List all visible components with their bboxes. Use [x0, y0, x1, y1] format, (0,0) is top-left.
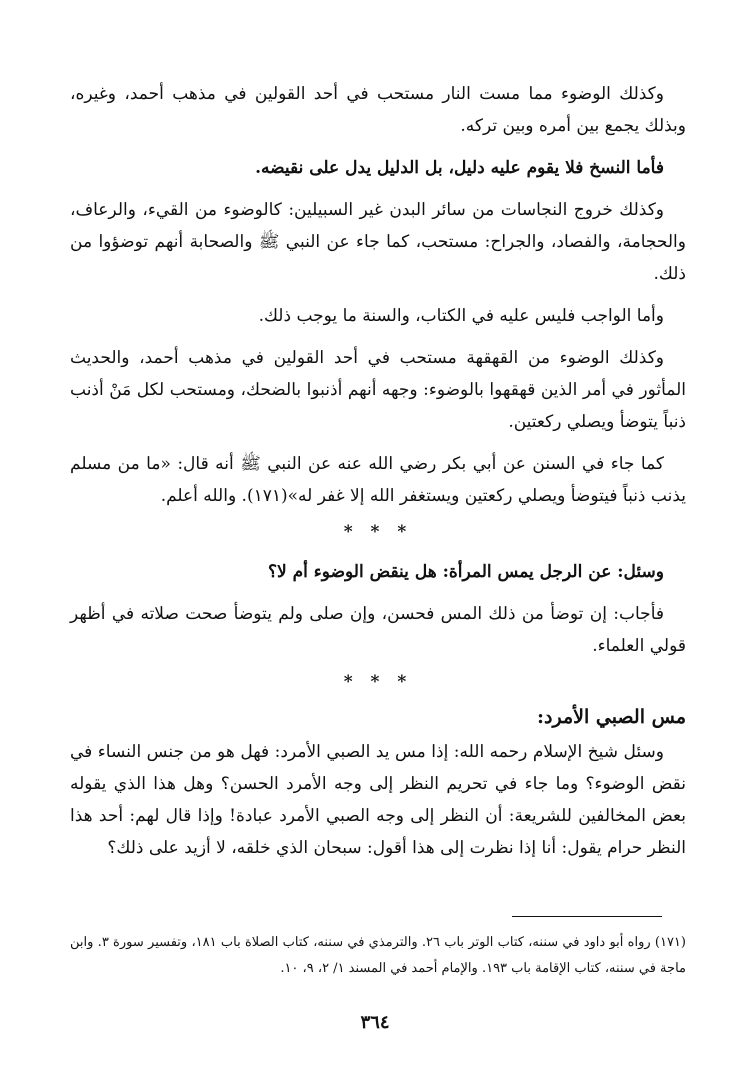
section-separator: * * *	[343, 522, 413, 542]
paragraph-abrogation: فأما النسخ فلا يقوم عليه دليل، بل الدليل يدل على نقيضه.	[255, 158, 664, 178]
question-touching-woman: وسئل: عن الرجل يمس المرأة: هل ينقض الوضوء أم لا؟	[268, 562, 664, 582]
section-separator: * * *	[343, 672, 413, 692]
page-body	[70, 78, 686, 874]
paragraph-obligation: وأما الواجب فليس عليه في الكتاب، والسنة ما يوجب ذلك.	[258, 306, 664, 326]
paragraph-impurities: وكذلك خروج النجاسات من سائر البدن غير السبيلين: كالوضوء من القيء، والرعاف، والحجامة، والفصاد، والجراح: مستحب، كما جاء عن النبي ﷺ والصحابة أنهم توضؤوا من ذلك.	[70, 200, 686, 284]
answer-touching-woman: فأجاب: إن توضأ من ذلك المس فحسن، وإن صلى ولم يتوضأ صحت صلاته في أظهر قولي العلماء.	[70, 604, 686, 656]
paragraph-laughter: وكذلك الوضوء من القهقهة مستحب في أحد القولين في مذهب أحمد، والحديث المأثور في أمر الذين قهقهوا بالوضوء: وجهه أنهم أذنبوا بالضحك، ومستحب لكل مَنْ أذنب ذنباً يتوضأ ويصلي ركعتين.	[70, 348, 686, 432]
section-heading: مس الصبي الأمرد:	[537, 706, 686, 728]
footnote-divider	[512, 916, 662, 917]
page-number: ٣٦٤	[360, 1012, 390, 1033]
paragraph-hadith: كما جاء في السنن عن أبي بكر رضي الله عنه عن النبي ﷺ أنه قال: «ما من مسلم يذنب ذنباً فيتوضأ ويصلي ركعتين ويستغفر الله إلا غفر له»(١٧١). والله أعلم.	[70, 454, 686, 506]
footnote: (١٧١) رواه أبو داود في سننه، كتاب الوتر باب ٢٦. والترمذي في سننه، كتاب الصلاة باب ١٨١، وتفسير سورة ٣. وابن ماجة في سننه، كتاب الإقامة باب ١٩٣. والإمام أحمد في المسند ١/ ٢، ٩، ١٠.	[70, 935, 686, 976]
question-beardless-boy: وسئل شيخ الإسلام رحمه الله: إذا مس يد الصبي الأمرد: فهل هو من جنس النساء في نقض الوضوء؟ وما جاء في تحريم النظر إلى وجه الأمرد الحسن؟ وهل هذا الذي يقوله بعض المخالفين للشريعة: أن النظر إلى وجه الصبي الأمرد عبادة! وإذا قال لهم: أحد هذا النظر حرام يقول: أنا إذا نظرت إلى هذا أقول: سبحان الذي خلقه، لا أزيد على ذلك؟	[70, 742, 686, 858]
paragraph-wudu-fire: وكذلك الوضوء مما مست النار مستحب في أحد القولين في مذهب أحمد، وغيره، وبذلك يجمع بين أمره وبين تركه.	[70, 84, 686, 136]
